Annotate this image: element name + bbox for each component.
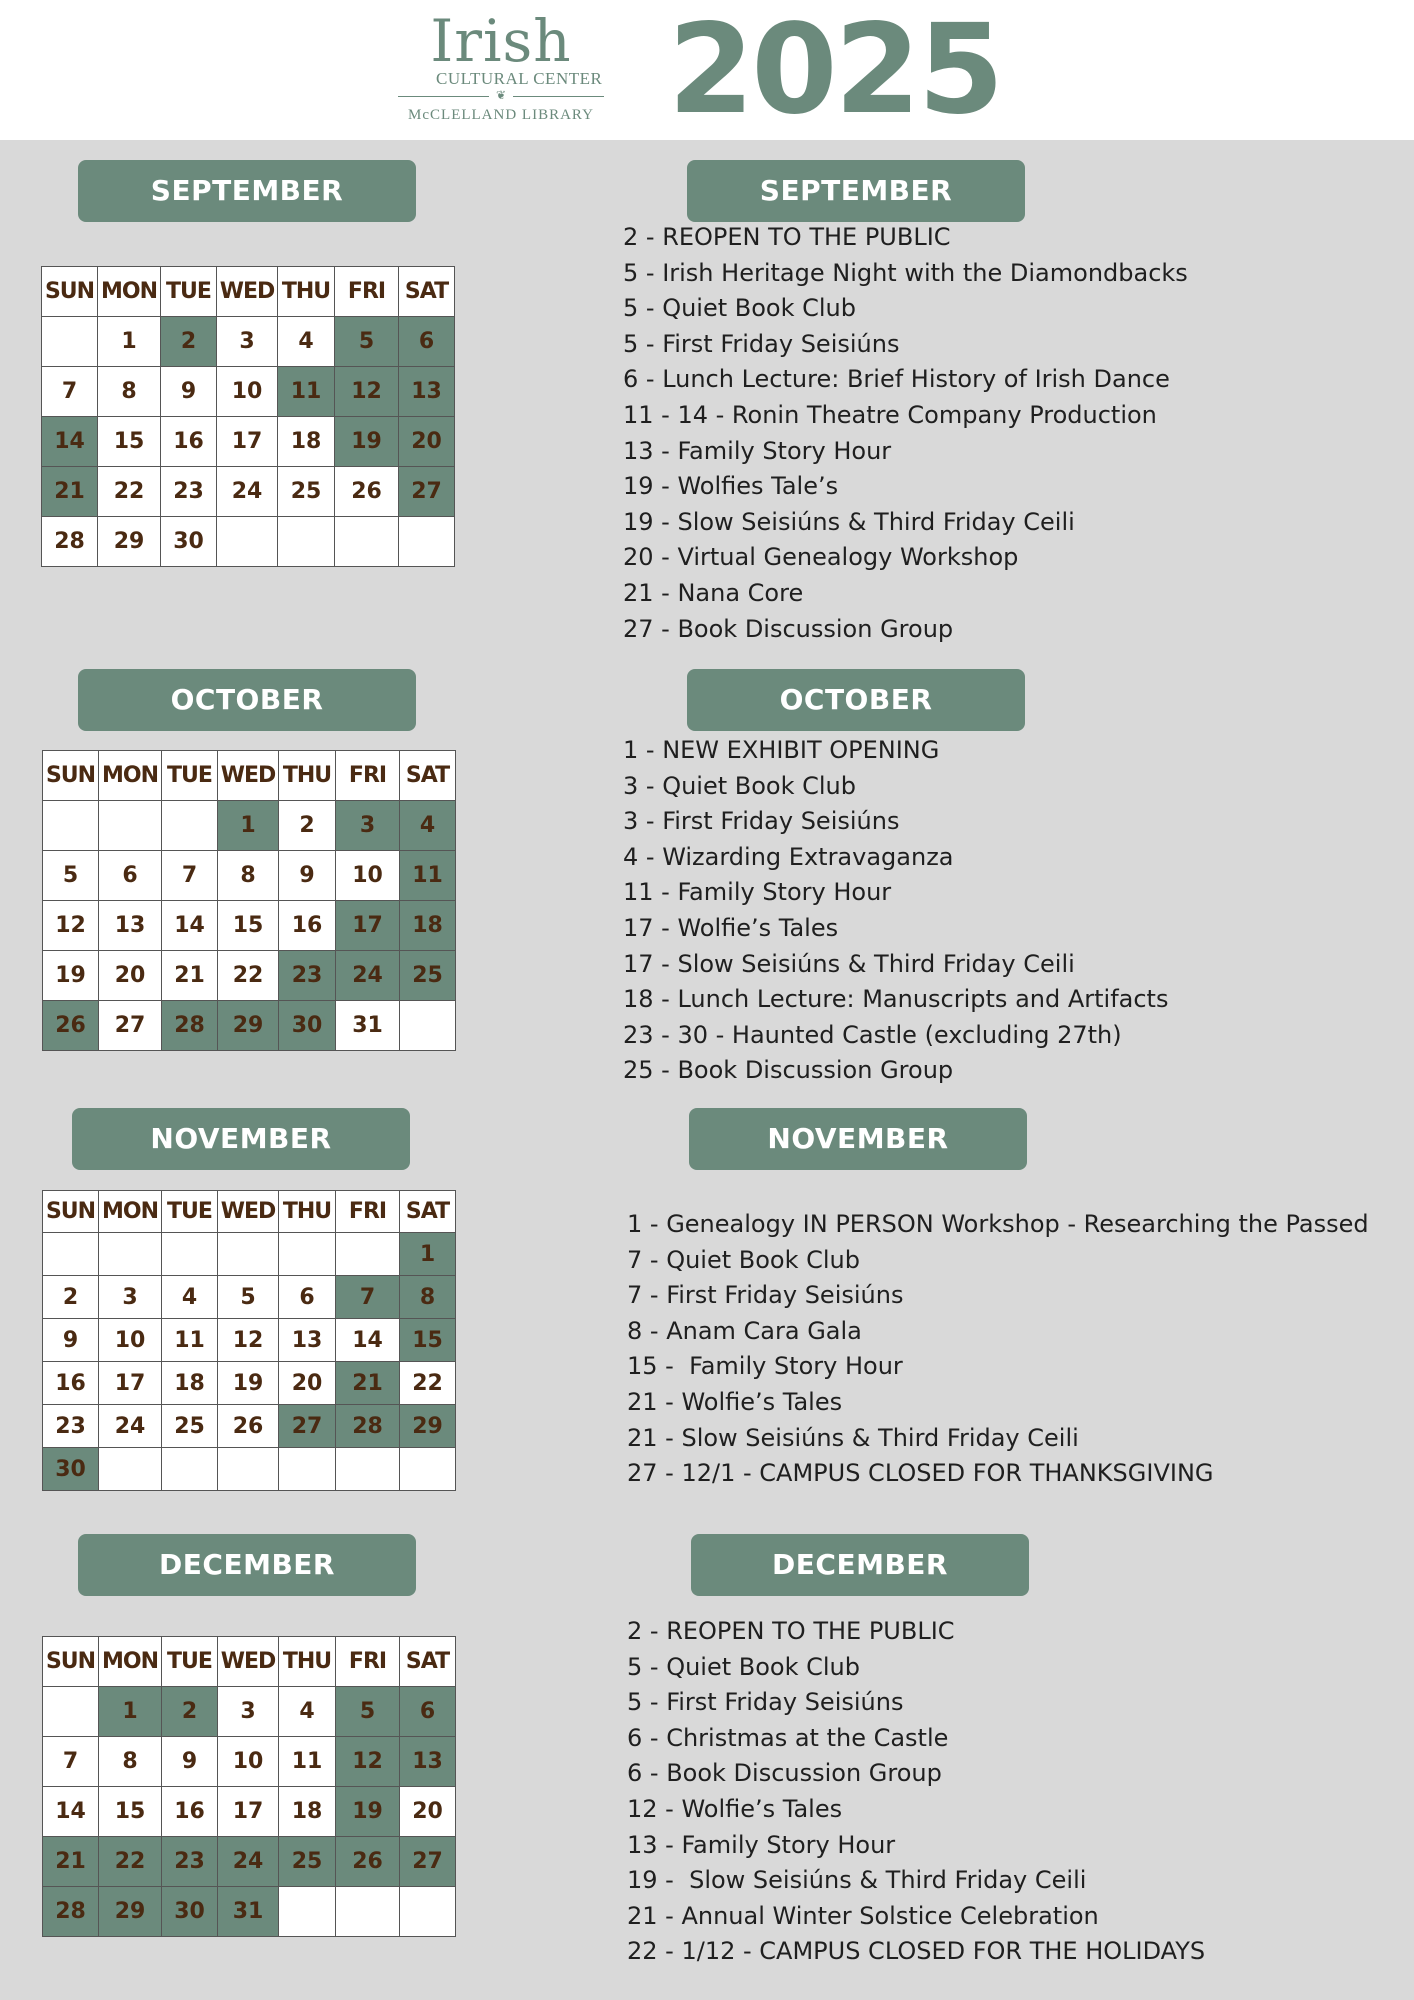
weekday-header: TUE: [161, 267, 217, 317]
day-cell: 2: [161, 317, 217, 367]
month-heading-december-events: DECEMBER: [691, 1534, 1029, 1596]
empty-day-cell: [162, 1233, 218, 1276]
event-item: 21 - Nana Core: [623, 578, 804, 607]
day-cell: 4: [162, 1276, 218, 1319]
day-cell: 10: [336, 851, 400, 901]
day-cell: 12: [43, 901, 99, 951]
event-item: 18 - Lunch Lecture: Manuscripts and Artifacts: [623, 985, 1169, 1014]
calendar-september: [41, 266, 455, 567]
empty-day-cell: [400, 1001, 456, 1051]
day-cell: 26: [335, 467, 399, 517]
day-cell: 22: [98, 467, 161, 517]
week-row: [43, 1362, 456, 1405]
day-cell: 26: [218, 1405, 279, 1448]
weekday-header: WED: [217, 267, 278, 317]
event-item: 19 - Slow Seisiúns & Third Friday Ceili: [627, 1866, 1087, 1895]
week-row: [42, 317, 455, 367]
empty-day-cell: [279, 1233, 336, 1276]
day-cell: 3: [217, 317, 278, 367]
empty-day-cell: [336, 1233, 400, 1276]
day-cell: 29: [99, 1887, 162, 1937]
event-item: 5 - Quiet Book Club: [623, 294, 856, 323]
day-cell: 28: [336, 1405, 400, 1448]
day-cell: 29: [218, 1001, 279, 1051]
calendar-october: [42, 750, 456, 1051]
event-item: 17 - Slow Seisiúns & Third Friday Ceili: [623, 949, 1075, 978]
empty-day-cell: [217, 517, 278, 567]
day-cell: 7: [42, 367, 98, 417]
day-cell: 1: [99, 1687, 162, 1737]
weekday-header: FRI: [336, 1191, 400, 1233]
day-cell: 18: [162, 1362, 218, 1405]
irish-cultural-center-logo: [396, 7, 606, 130]
event-item: 13 - Family Story Hour: [623, 436, 892, 465]
event-item: 22 - 1/12 - CAMPUS CLOSED FOR THE HOLIDAYS: [627, 1937, 1206, 1966]
empty-day-cell: [162, 801, 218, 851]
weekday-header-row: [43, 751, 456, 801]
month-heading-september-calendar: SEPTEMBER: [78, 160, 416, 222]
week-row: [42, 417, 455, 467]
day-cell: 20: [279, 1362, 336, 1405]
event-item: 13 - Family Story Hour: [627, 1830, 896, 1859]
day-cell: 19: [43, 951, 99, 1001]
week-row: [43, 1233, 456, 1276]
day-cell: 20: [399, 417, 455, 467]
day-cell: 25: [278, 467, 335, 517]
event-item: 27 - 12/1 - CAMPUS CLOSED FOR THANKSGIVING: [627, 1459, 1214, 1488]
day-cell: 12: [336, 1737, 400, 1787]
event-item: 15 - Family Story Hour: [627, 1352, 903, 1381]
day-cell: 4: [400, 801, 456, 851]
day-cell: 21: [336, 1362, 400, 1405]
week-row: [43, 1405, 456, 1448]
empty-day-cell: [218, 1448, 279, 1491]
day-cell: 12: [335, 367, 399, 417]
event-item: 20 - Virtual Genealogy Workshop: [623, 543, 1019, 572]
event-item: 5 - Irish Heritage Night with the Diamondbacks: [623, 258, 1188, 287]
page-header: [0, 0, 1414, 140]
day-cell: 30: [161, 517, 217, 567]
day-cell: 27: [399, 467, 455, 517]
weekday-header: SUN: [43, 751, 99, 801]
week-row: [43, 851, 456, 901]
weekday-header: SAT: [399, 267, 455, 317]
event-item: 5 - First Friday Seisiúns: [627, 1688, 904, 1717]
week-row: [43, 951, 456, 1001]
event-item: 12 - Wolfie’s Tales: [627, 1794, 843, 1823]
week-row: [43, 1837, 456, 1887]
day-cell: 3: [99, 1276, 162, 1319]
event-item: 1 - NEW EXHIBIT OPENING: [623, 736, 940, 764]
day-cell: 30: [162, 1887, 218, 1937]
month-heading-october-events: OCTOBER: [687, 669, 1025, 731]
day-cell: 28: [162, 1001, 218, 1051]
events-list-november: [627, 1207, 1369, 1492]
day-cell: 5: [43, 851, 99, 901]
day-cell: 16: [43, 1362, 99, 1405]
event-item: 5 - Quiet Book Club: [627, 1652, 860, 1681]
event-item: 25 - Book Discussion Group: [623, 1056, 954, 1085]
day-cell: 11: [279, 1737, 336, 1787]
day-cell: 13: [279, 1319, 336, 1362]
week-row: [43, 1787, 456, 1837]
day-cell: 5: [335, 317, 399, 367]
events-list-december: [627, 1614, 1205, 1970]
logo-subtitle-cultural-center: CULTURAL CENTER: [436, 69, 603, 88]
event-item: 7 - Quiet Book Club: [627, 1245, 860, 1274]
empty-day-cell: [99, 1233, 162, 1276]
day-cell: 9: [161, 367, 217, 417]
event-item: 3 - First Friday Seisiúns: [623, 807, 900, 836]
day-cell: 18: [278, 417, 335, 467]
day-cell: 8: [218, 851, 279, 901]
day-cell: 25: [279, 1837, 336, 1887]
day-cell: 10: [99, 1319, 162, 1362]
calendar-december: [42, 1636, 456, 1937]
day-cell: 31: [336, 1001, 400, 1051]
month-heading-october-calendar: OCTOBER: [78, 669, 416, 731]
empty-day-cell: [43, 1233, 99, 1276]
empty-day-cell: [162, 1448, 218, 1491]
day-cell: 21: [162, 951, 218, 1001]
empty-day-cell: [336, 1887, 400, 1937]
day-cell: 7: [43, 1737, 99, 1787]
empty-day-cell: [42, 317, 98, 367]
event-item: 6 - Lunch Lecture: Brief History of Irish Dance: [623, 365, 1170, 394]
events-list-october: [623, 733, 1168, 1089]
weekday-header: SAT: [400, 1637, 456, 1687]
event-item: 19 - Slow Seisiúns & Third Friday Ceili: [623, 507, 1075, 536]
day-cell: 10: [218, 1737, 279, 1787]
week-row: [42, 517, 455, 567]
event-item: 21 - Annual Winter Solstice Celebration: [627, 1901, 1099, 1930]
weekday-header: THU: [279, 1637, 336, 1687]
weekday-header: THU: [279, 1191, 336, 1233]
empty-day-cell: [278, 517, 335, 567]
day-cell: 21: [43, 1837, 99, 1887]
day-cell: 14: [336, 1319, 400, 1362]
day-cell: 14: [43, 1787, 99, 1837]
day-cell: 27: [279, 1405, 336, 1448]
day-cell: 17: [336, 901, 400, 951]
events-list-september: [623, 220, 1188, 647]
day-cell: 25: [162, 1405, 218, 1448]
week-row: [43, 1737, 456, 1787]
day-cell: 31: [218, 1887, 279, 1937]
weekday-header: WED: [218, 1191, 279, 1233]
weekday-header: THU: [278, 267, 335, 317]
day-cell: 8: [99, 1737, 162, 1787]
day-cell: 26: [336, 1837, 400, 1887]
day-cell: 27: [400, 1837, 456, 1887]
weekday-header: SAT: [400, 751, 456, 801]
celtic-knot-icon: ❦: [495, 88, 507, 102]
logo-wordmark: Irish: [430, 7, 572, 75]
day-cell: 13: [99, 901, 162, 951]
event-item: 8 - Anam Cara Gala: [627, 1316, 862, 1345]
day-cell: 6: [399, 317, 455, 367]
day-cell: 16: [279, 901, 336, 951]
event-item: 27 - Book Discussion Group: [623, 614, 954, 643]
week-row: [43, 1276, 456, 1319]
day-cell: 17: [218, 1787, 279, 1837]
logo-divider: [398, 90, 604, 104]
day-cell: 1: [400, 1233, 456, 1276]
day-cell: 18: [279, 1787, 336, 1837]
day-cell: 15: [99, 1787, 162, 1837]
weekday-header: SUN: [42, 267, 98, 317]
day-cell: 28: [42, 517, 98, 567]
day-cell: 30: [43, 1448, 99, 1491]
day-cell: 18: [400, 901, 456, 951]
empty-day-cell: [43, 801, 99, 851]
weekday-header-row: [43, 1637, 456, 1687]
day-cell: 11: [400, 851, 456, 901]
day-cell: 29: [98, 517, 161, 567]
day-cell: 4: [278, 317, 335, 367]
week-row: [43, 1319, 456, 1362]
day-cell: 19: [335, 417, 399, 467]
event-item: 3 - Quiet Book Club: [623, 771, 856, 800]
month-heading-november-events: NOVEMBER: [689, 1108, 1027, 1170]
event-item: 2 - REOPEN TO THE PUBLIC: [623, 223, 951, 251]
day-cell: 2: [162, 1687, 218, 1737]
day-cell: 5: [336, 1687, 400, 1737]
day-cell: 17: [217, 417, 278, 467]
event-item: 21 - Slow Seisiúns & Third Friday Ceili: [627, 1423, 1079, 1452]
logo-subtitle-library: McCLELLAND LIBRARY: [408, 107, 594, 123]
day-cell: 16: [162, 1787, 218, 1837]
empty-day-cell: [335, 517, 399, 567]
day-cell: 22: [218, 951, 279, 1001]
day-cell: 15: [98, 417, 161, 467]
day-cell: 28: [43, 1887, 99, 1937]
day-cell: 9: [279, 851, 336, 901]
day-cell: 17: [99, 1362, 162, 1405]
day-cell: 24: [336, 951, 400, 1001]
day-cell: 19: [336, 1787, 400, 1837]
day-cell: 23: [162, 1837, 218, 1887]
weekday-header: MON: [99, 1191, 162, 1233]
day-cell: 26: [43, 1001, 99, 1051]
day-cell: 8: [400, 1276, 456, 1319]
day-cell: 24: [217, 467, 278, 517]
day-cell: 10: [217, 367, 278, 417]
day-cell: 2: [279, 801, 336, 851]
day-cell: 1: [98, 317, 161, 367]
day-cell: 1: [218, 801, 279, 851]
week-row: [43, 1001, 456, 1051]
event-item: 4 - Wizarding Extravaganza: [623, 842, 954, 871]
weekday-header: FRI: [336, 751, 400, 801]
weekday-header: SAT: [400, 1191, 456, 1233]
weekday-header: MON: [99, 1637, 162, 1687]
weekday-header: TUE: [162, 1637, 218, 1687]
day-cell: 22: [400, 1362, 456, 1405]
calendar-year: 2025: [668, 0, 1002, 142]
day-cell: 9: [162, 1737, 218, 1787]
week-row: [43, 1687, 456, 1737]
day-cell: 30: [279, 1001, 336, 1051]
event-item: 19 - Wolfies Tale’s: [623, 472, 839, 501]
day-cell: 11: [278, 367, 335, 417]
day-cell: 8: [98, 367, 161, 417]
day-cell: 11: [162, 1319, 218, 1362]
day-cell: 15: [400, 1319, 456, 1362]
empty-day-cell: [400, 1448, 456, 1491]
day-cell: 2: [43, 1276, 99, 1319]
week-row: [43, 1887, 456, 1937]
week-row: [42, 367, 455, 417]
weekday-header-row: [43, 1191, 456, 1233]
event-item: 2 - REOPEN TO THE PUBLIC: [627, 1617, 955, 1645]
day-cell: 29: [400, 1405, 456, 1448]
weekday-header: THU: [279, 751, 336, 801]
day-cell: 7: [336, 1276, 400, 1319]
empty-day-cell: [400, 1887, 456, 1937]
weekday-header-row: [42, 267, 455, 317]
week-row: [42, 467, 455, 517]
week-row: [43, 901, 456, 951]
event-item: 6 - Christmas at the Castle: [627, 1723, 949, 1752]
day-cell: 24: [99, 1405, 162, 1448]
day-cell: 20: [99, 951, 162, 1001]
day-cell: 13: [400, 1737, 456, 1787]
event-item: 11 - 14 - Ronin Theatre Company Production: [623, 400, 1157, 429]
weekday-header: MON: [99, 751, 162, 801]
day-cell: 3: [336, 801, 400, 851]
empty-day-cell: [99, 801, 162, 851]
month-heading-november-calendar: NOVEMBER: [72, 1108, 410, 1170]
event-item: 1 - Genealogy IN PERSON Workshop - Researching the Passed: [627, 1210, 1369, 1238]
day-cell: 15: [218, 901, 279, 951]
weekday-header: FRI: [336, 1637, 400, 1687]
day-cell: 16: [161, 417, 217, 467]
weekday-header: SUN: [43, 1191, 99, 1233]
day-cell: 12: [218, 1319, 279, 1362]
calendar-november: [42, 1190, 456, 1491]
event-item: 17 - Wolfie’s Tales: [623, 913, 839, 942]
weekday-header: WED: [218, 751, 279, 801]
event-item: 5 - First Friday Seisiúns: [623, 329, 900, 358]
weekday-header: TUE: [162, 1191, 218, 1233]
day-cell: 23: [279, 951, 336, 1001]
day-cell: 21: [42, 467, 98, 517]
empty-day-cell: [99, 1448, 162, 1491]
week-row: [43, 801, 456, 851]
day-cell: 23: [43, 1405, 99, 1448]
week-row: [43, 1448, 456, 1491]
empty-day-cell: [279, 1887, 336, 1937]
day-cell: 6: [400, 1687, 456, 1737]
day-cell: 6: [279, 1276, 336, 1319]
empty-day-cell: [336, 1448, 400, 1491]
day-cell: 19: [218, 1362, 279, 1405]
event-item: 7 - First Friday Seisiúns: [627, 1281, 904, 1310]
empty-day-cell: [43, 1687, 99, 1737]
month-heading-december-calendar: DECEMBER: [78, 1534, 416, 1596]
day-cell: 3: [218, 1687, 279, 1737]
empty-day-cell: [399, 517, 455, 567]
day-cell: 5: [218, 1276, 279, 1319]
day-cell: 20: [400, 1787, 456, 1837]
event-item: 6 - Book Discussion Group: [627, 1759, 942, 1788]
weekday-header: WED: [218, 1637, 279, 1687]
event-item: 21 - Wolfie’s Tales: [627, 1387, 843, 1416]
event-item: 11 - Family Story Hour: [623, 878, 892, 907]
day-cell: 7: [162, 851, 218, 901]
empty-day-cell: [218, 1233, 279, 1276]
day-cell: 4: [279, 1687, 336, 1737]
day-cell: 27: [99, 1001, 162, 1051]
day-cell: 25: [400, 951, 456, 1001]
day-cell: 9: [43, 1319, 99, 1362]
event-item: 23 - 30 - Haunted Castle (excluding 27th): [623, 1020, 1122, 1049]
weekday-header: MON: [98, 267, 161, 317]
weekday-header: FRI: [335, 267, 399, 317]
day-cell: 14: [42, 417, 98, 467]
weekday-header: SUN: [43, 1637, 99, 1687]
day-cell: 13: [399, 367, 455, 417]
day-cell: 24: [218, 1837, 279, 1887]
day-cell: 6: [99, 851, 162, 901]
month-heading-september-events: SEPTEMBER: [687, 160, 1025, 222]
day-cell: 23: [161, 467, 217, 517]
weekday-header: TUE: [162, 751, 218, 801]
day-cell: 22: [99, 1837, 162, 1887]
empty-day-cell: [279, 1448, 336, 1491]
day-cell: 14: [162, 901, 218, 951]
